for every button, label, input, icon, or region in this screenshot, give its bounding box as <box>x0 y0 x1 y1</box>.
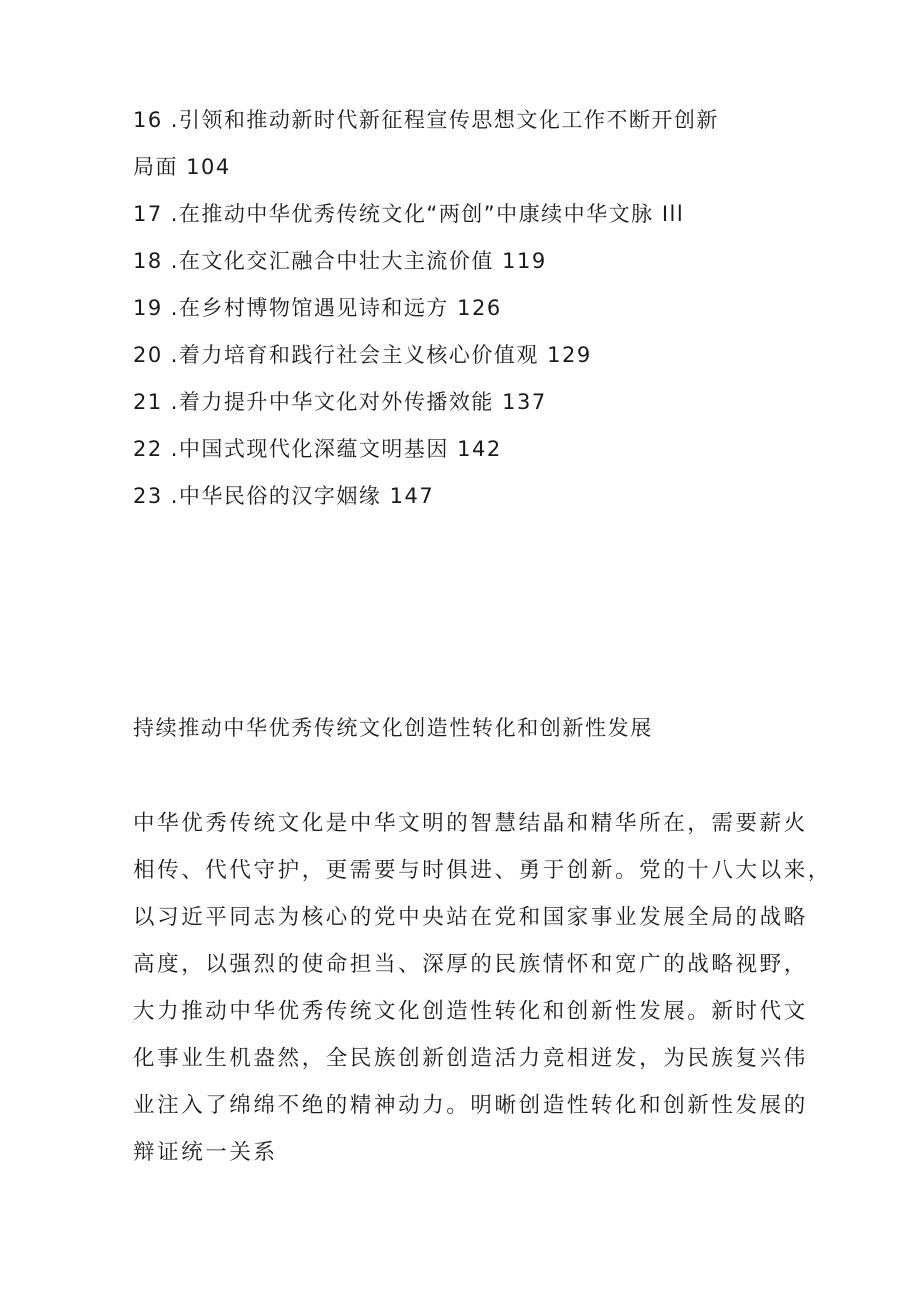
body-line: 中华优秀传统文化是中华文明的智慧结晶和精华所在，需要薪火 <box>133 811 808 836</box>
toc-number: 18 <box>133 249 163 273</box>
article-title: 持续推动中华优秀传统文化创造性转化和创新性发展 <box>133 716 653 740</box>
table-of-contents <box>133 97 813 520</box>
toc-separator: . <box>170 343 179 367</box>
body-line: 大力推动中华优秀传统文化创造性转化和创新性发展。新时代文 <box>133 999 808 1024</box>
toc-separator: . <box>170 249 179 273</box>
toc-separator: . <box>170 108 179 132</box>
toc-entry-21[interactable] <box>133 379 813 426</box>
toc-title: 着力培育和践行社会主义核心价值观 129 <box>178 343 592 367</box>
toc-title: 着力提升中华文化对外传播效能 137 <box>178 390 547 414</box>
toc-number: 17 <box>133 202 163 226</box>
toc-entry-23[interactable] <box>133 473 813 520</box>
toc-separator: . <box>170 484 179 508</box>
toc-entry-17[interactable] <box>133 191 813 238</box>
toc-separator: . <box>170 296 179 320</box>
body-line: 辩证统一关系 <box>133 1140 278 1165</box>
body-line: 高度，以强烈的使命担当、深厚的民族情怀和宽广的战略视野， <box>133 952 808 977</box>
article-body <box>133 800 832 1176</box>
toc-separator: . <box>170 390 179 414</box>
toc-title: 在推动中华优秀传统文化“两创”中康续中华文脉 Ill <box>178 202 685 226</box>
toc-entry-16-continued[interactable] <box>133 144 813 191</box>
toc-entry-20[interactable] <box>133 332 813 379</box>
body-line: 相传、代代守护，更需要与时俱进、勇于创新。党的十八大以来， <box>133 858 832 883</box>
toc-number: 19 <box>133 296 163 320</box>
toc-title: 引领和推动新时代新征程宣传思想文化工作不断开创新 <box>178 108 719 132</box>
body-line: 以习近平同志为核心的党中央站在党和国家事业发展全局的战略 <box>133 905 808 930</box>
body-line: 化事业生机盎然，全民族创新创造活力竞相迸发，为民族复兴伟 <box>133 1046 808 1071</box>
toc-entry-22[interactable] <box>133 426 813 473</box>
toc-title: 在乡村博物馆遇见诗和远方 126 <box>178 296 502 320</box>
toc-number: 23 <box>133 484 163 508</box>
toc-title: 中国式现代化深蕴文明基因 142 <box>178 437 502 461</box>
toc-title: 中华民俗的汉字姻缘 147 <box>178 484 435 508</box>
toc-entry-16[interactable] <box>133 97 813 144</box>
toc-title-continued: 局面 104 <box>133 155 231 179</box>
toc-number: 22 <box>133 437 163 461</box>
toc-number: 21 <box>133 390 163 414</box>
body-line: 业注入了绵绵不绝的精神动力。明晰创造性转化和创新性发展的 <box>133 1093 808 1118</box>
toc-number: 20 <box>133 343 163 367</box>
toc-separator: . <box>170 437 179 461</box>
toc-entry-18[interactable] <box>133 238 813 285</box>
toc-entry-19[interactable] <box>133 285 813 332</box>
toc-title: 在文化交汇融合中壮大主流价值 119 <box>178 249 547 273</box>
toc-separator: . <box>170 202 179 226</box>
toc-number: 16 <box>133 108 163 132</box>
